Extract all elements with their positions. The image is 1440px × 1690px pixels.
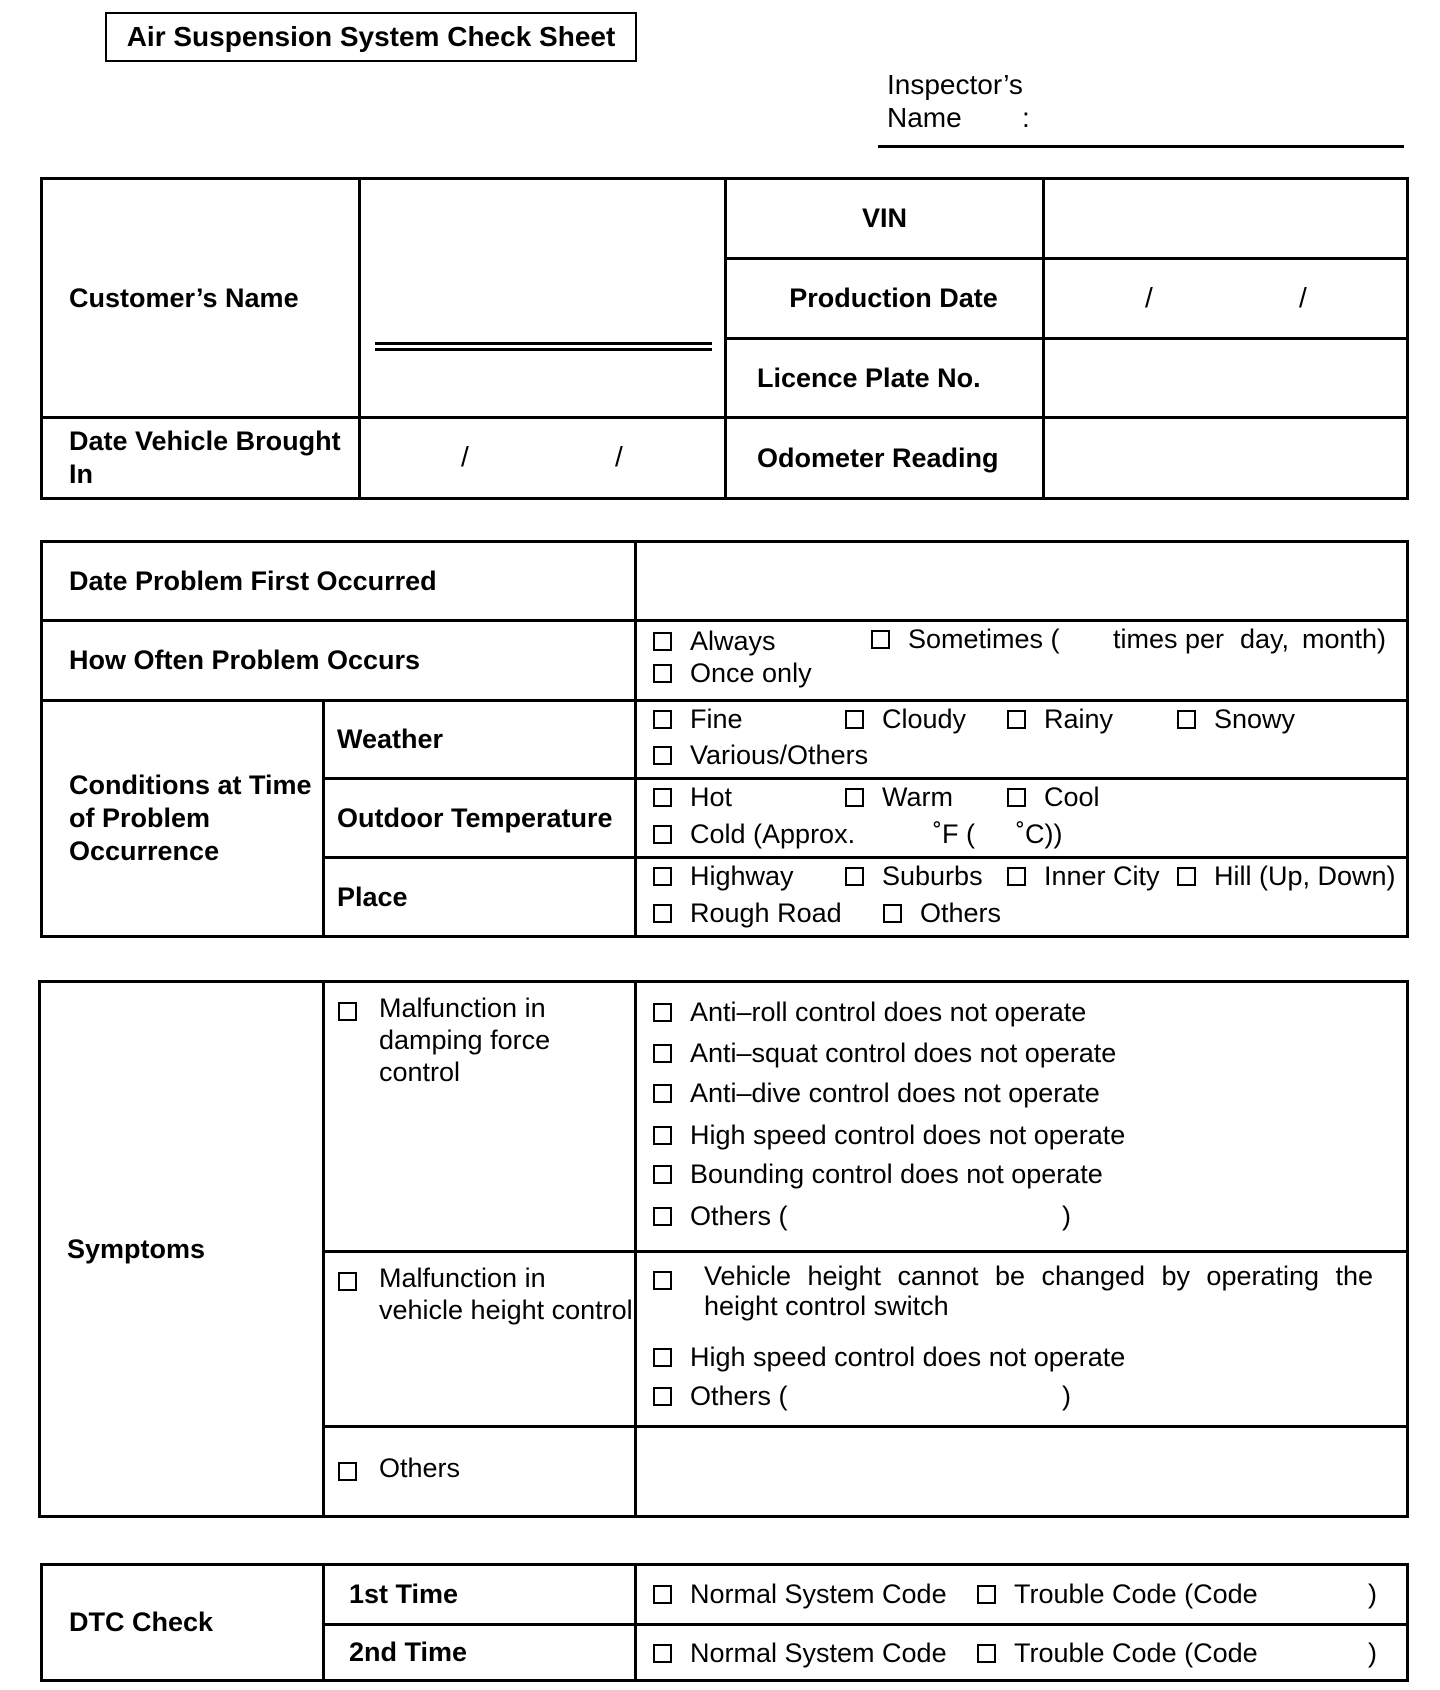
option-suburbs[interactable] — [845, 861, 983, 891]
option-hot[interactable] — [653, 782, 732, 812]
checkbox-icon[interactable] — [653, 825, 672, 844]
option-height-others[interactable] — [653, 1381, 788, 1411]
checkbox-icon[interactable] — [977, 1585, 996, 1604]
option-always[interactable] — [653, 626, 776, 656]
problem-occurrence-table — [40, 540, 1409, 938]
customer-name-underline — [375, 342, 712, 351]
option-label: Cold (Approx. — [690, 818, 856, 849]
symptom-category-label: Malfunction in damping force control — [379, 993, 551, 1087]
option-label: Inner City — [1044, 860, 1160, 891]
option-label: Others ( — [690, 1381, 788, 1411]
odometer-label: Odometer Reading — [726, 418, 1044, 499]
option-label: Trouble Code (Code — [1014, 1637, 1258, 1668]
option-label: Once only — [690, 657, 812, 688]
date-first-occurred-label: Date Problem First Occurred — [42, 542, 636, 621]
inspector-colon: : — [1022, 102, 1030, 133]
option-label: Fine — [690, 703, 743, 734]
option-label: Warm — [882, 781, 953, 812]
option-label: Sometimes ( — [908, 623, 1060, 654]
option-anti-dive[interactable] — [653, 1078, 1100, 1108]
checkbox-icon[interactable] — [653, 1207, 672, 1226]
option-label: Normal System Code — [690, 1637, 947, 1668]
option-inner-city[interactable] — [1007, 861, 1160, 891]
date-first-occurred-field[interactable] — [636, 542, 1408, 621]
vin-field[interactable] — [1044, 179, 1408, 259]
symptom-others-field[interactable] — [636, 1427, 1408, 1517]
option-label: Hot — [690, 781, 733, 812]
close-paren: ) — [1368, 1637, 1377, 1668]
outdoor-temperature-label: Outdoor Temperature — [324, 779, 636, 858]
option-trouble-code[interactable] — [977, 1638, 1258, 1668]
checkbox-icon[interactable] — [883, 904, 902, 923]
checkbox-icon[interactable] — [653, 1126, 672, 1145]
close-paren: ) — [1062, 1381, 1071, 1411]
symptom-category-others[interactable] — [324, 1427, 636, 1517]
symptoms-table — [38, 980, 1409, 1518]
temperature-options — [636, 779, 1408, 858]
sometimes-month: month) — [1302, 623, 1387, 654]
temperature-unit-c: ˚C)) — [1016, 818, 1063, 849]
checkbox-icon[interactable] — [977, 1644, 996, 1663]
option-highway[interactable] — [653, 861, 794, 891]
place-label: Place — [324, 858, 636, 937]
checkbox-icon[interactable] — [653, 746, 672, 765]
option-rainy[interactable] — [1007, 704, 1113, 734]
checkbox-icon[interactable] — [338, 1462, 357, 1481]
customer-vehicle-table — [40, 177, 1409, 500]
licence-plate-field[interactable] — [1044, 339, 1408, 418]
checkbox-icon[interactable] — [1007, 788, 1026, 807]
option-high-speed[interactable] — [653, 1120, 1125, 1150]
sheet-title: Air Suspension System Check Sheet — [105, 12, 637, 62]
option-label: Highway — [690, 860, 794, 891]
sometimes-times-per: times per — [1113, 623, 1225, 654]
option-place-others[interactable] — [883, 898, 1001, 928]
option-fine[interactable] — [653, 704, 743, 734]
dtc-first-time-options — [636, 1565, 1408, 1625]
how-often-label: How Often Problem Occurs — [42, 621, 636, 701]
symptom-category-height[interactable] — [324, 1252, 636, 1427]
checkbox-icon[interactable] — [871, 630, 890, 649]
option-once-only[interactable] — [653, 658, 812, 688]
option-warm[interactable] — [845, 782, 953, 812]
checkbox-icon[interactable] — [653, 710, 672, 729]
dtc-check-table — [40, 1563, 1409, 1682]
option-anti-squat[interactable] — [653, 1038, 1116, 1068]
date-slash: / — [461, 441, 469, 472]
date-brought-in-field[interactable] — [360, 418, 726, 499]
checkbox-icon[interactable] — [1177, 867, 1196, 886]
option-label: Hill (Up, Down) — [1214, 860, 1396, 891]
checkbox-icon[interactable] — [653, 1003, 672, 1022]
checkbox-icon[interactable] — [653, 632, 672, 651]
option-label: Anti–squat control does not operate — [690, 1038, 1117, 1068]
checkbox-icon[interactable] — [653, 1165, 672, 1184]
option-trouble-code[interactable] — [977, 1579, 1258, 1609]
checkbox-icon[interactable] — [653, 904, 672, 923]
symptom-category-label: Others — [379, 1452, 461, 1483]
checkbox-icon[interactable] — [338, 1272, 357, 1291]
checkbox-icon[interactable] — [845, 710, 864, 729]
option-normal-system-code[interactable] — [653, 1579, 947, 1609]
weather-label: Weather — [324, 701, 636, 779]
licence-plate-label: Licence Plate No. — [726, 339, 1044, 418]
customer-name-label: Customer’s Name — [42, 179, 360, 418]
dtc-second-time-options — [636, 1625, 1408, 1681]
production-date-label: Production Date — [726, 259, 1044, 339]
option-label: High speed control does not operate — [690, 1120, 1126, 1150]
height-symptom-options — [636, 1252, 1408, 1427]
symptoms-label: Symptoms — [40, 982, 324, 1517]
close-paren: ) — [1062, 1201, 1071, 1231]
option-bounding[interactable] — [653, 1159, 1103, 1189]
checkbox-icon[interactable] — [653, 1348, 672, 1367]
close-paren: ) — [1368, 1578, 1377, 1609]
date-slash: / — [615, 441, 623, 472]
option-label: Others — [920, 897, 1002, 928]
conditions-label: Conditions at Time of Problem Occurrence — [42, 701, 324, 937]
option-label: Vehicle height cannot be changed by operating the height control switch — [704, 1261, 1373, 1321]
option-label: Always — [690, 625, 776, 656]
date-slash: / — [1299, 282, 1307, 313]
option-label: Cool — [1044, 781, 1100, 812]
option-label: Suburbs — [882, 860, 983, 891]
option-damping-others[interactable] — [653, 1201, 788, 1231]
date-brought-in-label: Date Vehicle Brought In — [42, 418, 360, 499]
production-date-field[interactable] — [1044, 259, 1408, 339]
temperature-unit-f: ˚F ( — [933, 818, 975, 849]
option-cool[interactable] — [1007, 782, 1100, 812]
damping-symptom-options — [636, 982, 1408, 1252]
option-label: Various/Others — [690, 739, 869, 770]
weather-options — [636, 701, 1408, 779]
option-various-others[interactable] — [653, 740, 868, 770]
inspector-name-field[interactable] — [878, 145, 1404, 148]
customer-name-field[interactable] — [360, 179, 726, 418]
inspector-label-line2: Name — [887, 102, 962, 133]
checkbox-icon[interactable] — [653, 788, 672, 807]
option-snowy[interactable] — [1177, 704, 1295, 734]
vin-label: VIN — [726, 179, 1044, 259]
option-height-high-speed[interactable] — [653, 1342, 1125, 1372]
symptom-category-damping[interactable] — [324, 982, 636, 1252]
odometer-field[interactable] — [1044, 418, 1408, 499]
inspector-label-line1: Inspector’s — [887, 69, 1023, 100]
option-rough-road[interactable] — [653, 898, 842, 928]
option-cloudy[interactable] — [845, 704, 966, 734]
checkbox-icon[interactable] — [653, 1084, 672, 1103]
checkbox-icon[interactable] — [653, 664, 672, 683]
option-normal-system-code[interactable] — [653, 1638, 947, 1668]
inspector-name-label — [887, 68, 1147, 134]
checkbox-icon[interactable] — [653, 1387, 672, 1406]
checkbox-icon[interactable] — [653, 867, 672, 886]
option-label: Rainy — [1044, 703, 1114, 734]
checkbox-icon[interactable] — [338, 1002, 357, 1021]
option-label: Trouble Code (Code — [1014, 1578, 1258, 1609]
symptom-category-label: Malfunction in vehicle height control — [379, 1263, 633, 1325]
option-label: Normal System Code — [690, 1578, 947, 1609]
checkbox-icon[interactable] — [845, 788, 864, 807]
checkbox-icon[interactable] — [845, 867, 864, 886]
option-label: Anti–dive control does not operate — [690, 1078, 1100, 1108]
checkbox-icon[interactable] — [1007, 710, 1026, 729]
option-label: Anti–roll control does not operate — [690, 997, 1087, 1027]
option-label: Cloudy — [882, 703, 967, 734]
option-label: High speed control does not operate — [690, 1342, 1126, 1372]
checkbox-icon[interactable] — [653, 1585, 672, 1604]
option-hill[interactable] — [1177, 861, 1396, 891]
checkbox-icon[interactable] — [653, 1271, 672, 1290]
checkbox-icon[interactable] — [653, 1644, 672, 1663]
dtc-check-label: DTC Check — [42, 1565, 324, 1681]
option-anti-roll[interactable] — [653, 997, 1086, 1027]
dtc-first-time-label: 1st Time — [324, 1565, 636, 1625]
option-label: Bounding control does not operate — [690, 1159, 1103, 1189]
date-slash: / — [1145, 282, 1153, 313]
checkbox-icon[interactable] — [1007, 867, 1026, 886]
dtc-second-time-label: 2nd Time — [324, 1625, 636, 1681]
option-cold[interactable] — [653, 819, 855, 849]
option-label: Others ( — [690, 1201, 788, 1231]
place-options — [636, 858, 1408, 937]
option-sometimes[interactable] — [871, 624, 1060, 654]
sometimes-day: day, — [1240, 623, 1290, 654]
checkbox-icon[interactable] — [1177, 710, 1196, 729]
how-often-options — [636, 621, 1408, 701]
checkbox-icon[interactable] — [653, 1044, 672, 1063]
option-label: Rough Road — [690, 897, 842, 928]
option-height-cannot-change[interactable] — [653, 1261, 1373, 1321]
option-label: Snowy — [1214, 703, 1296, 734]
